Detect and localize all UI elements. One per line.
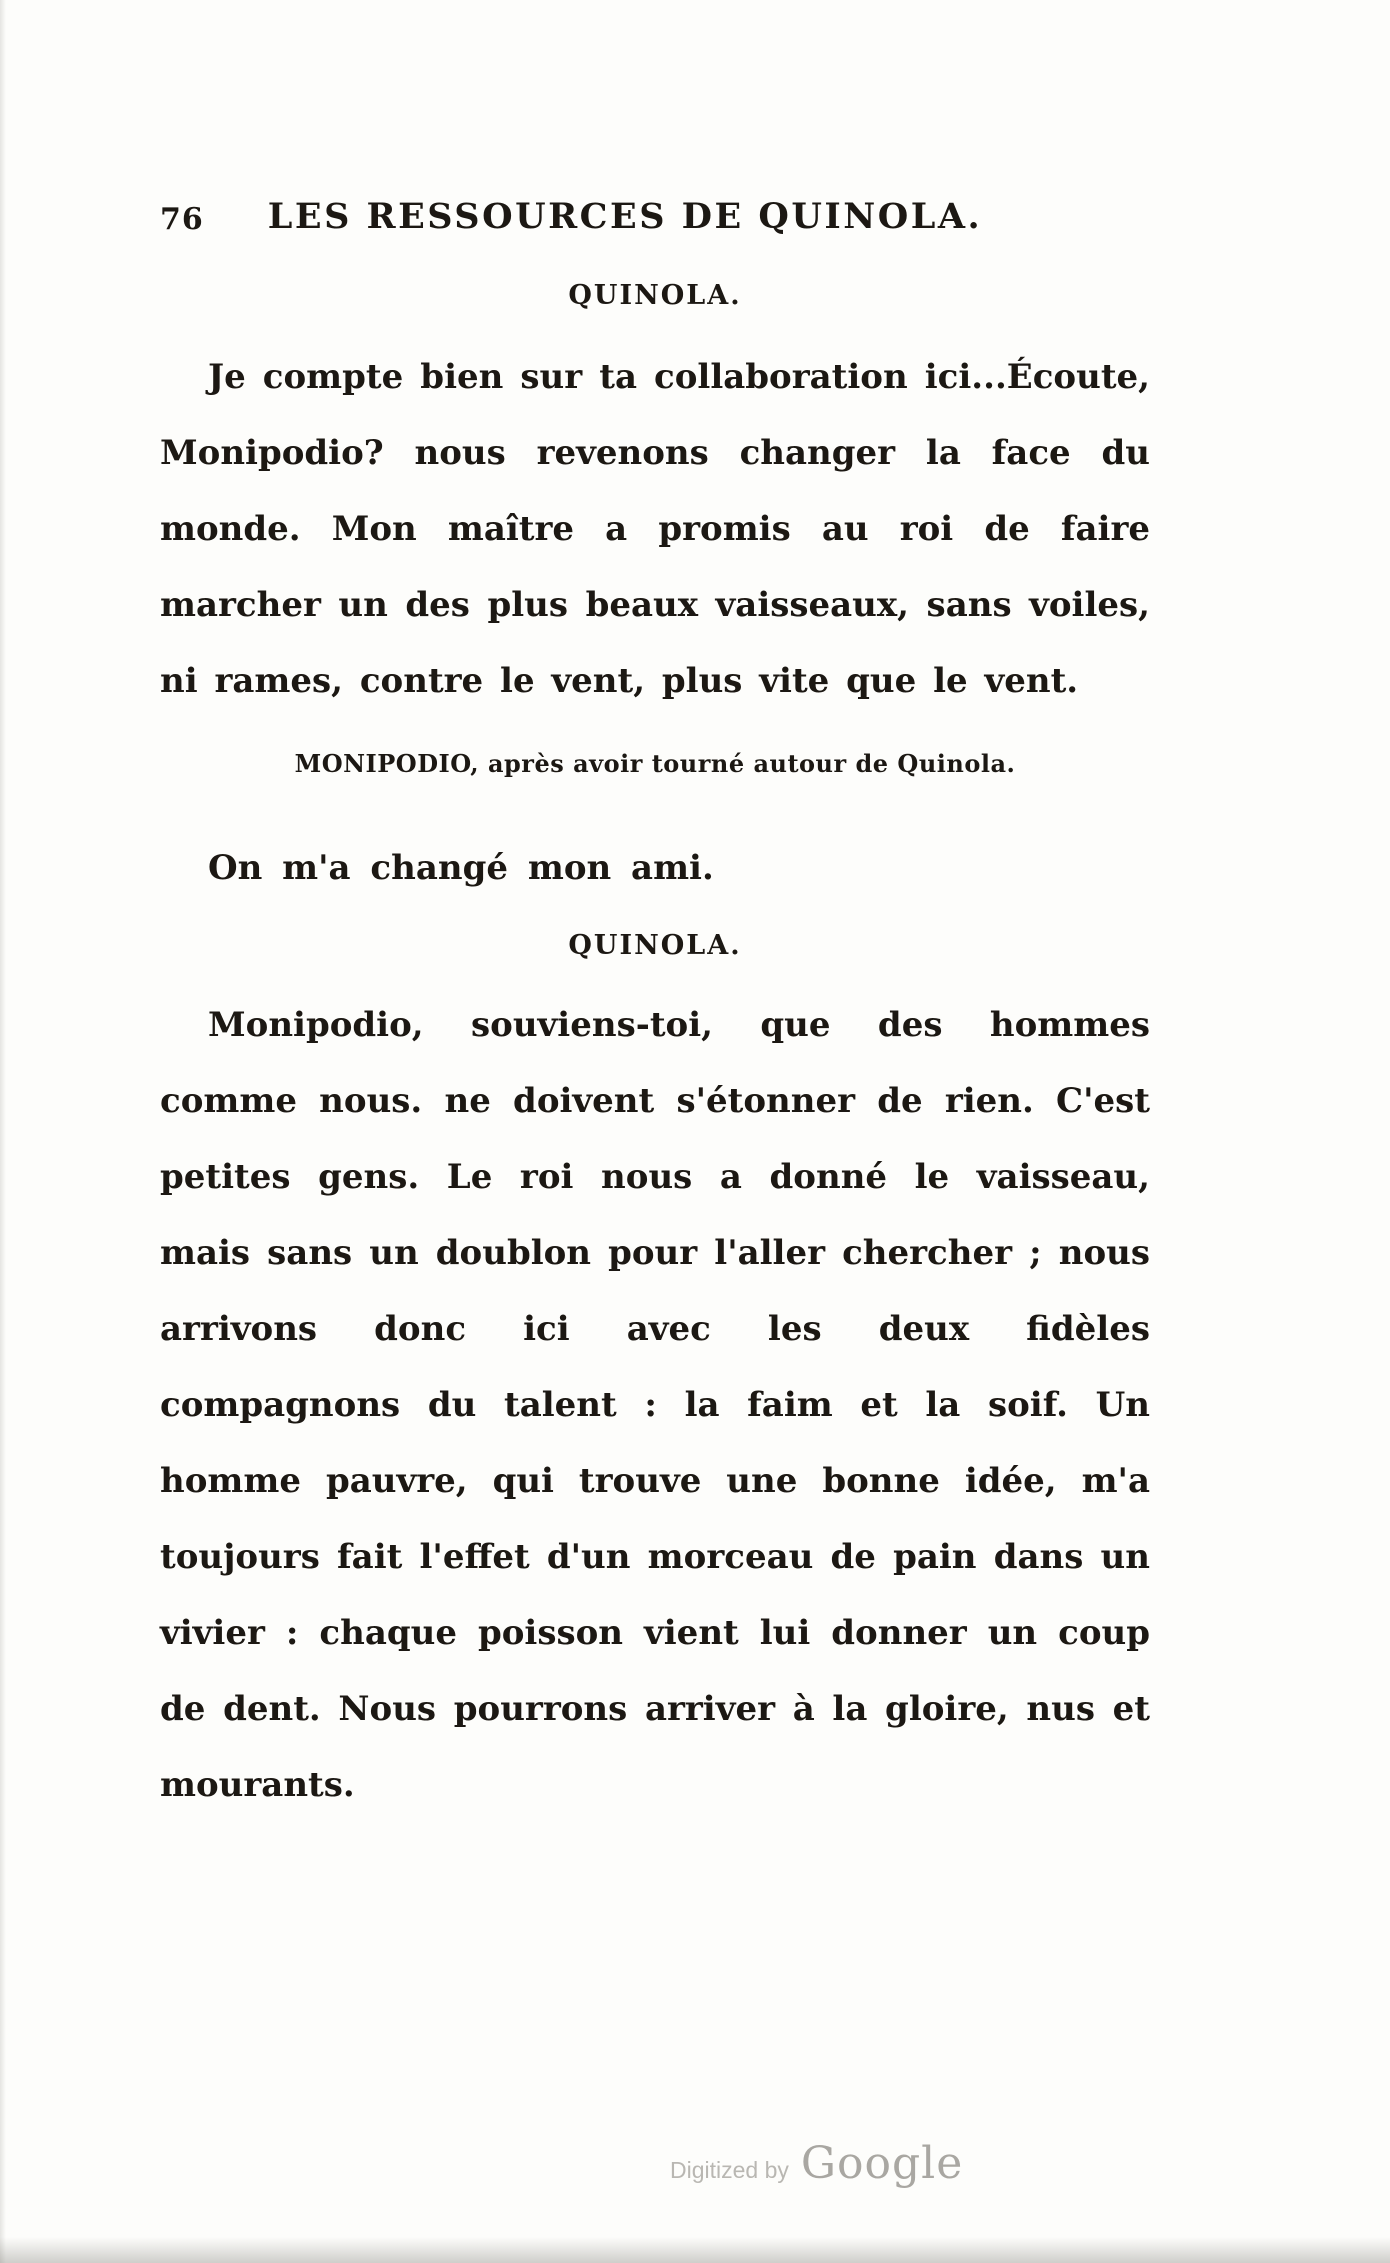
- dialogue-paragraph-quinola-2: Monipodio, souviens-toi, que des hommes comme nous. ne doivent s'étonner de rien. C'est petites gens. Le roi nous a donné le vaisseau, mais sans un doublon pour l'aller chercher ; nous arrivons donc ici avec les deux fidèles compagnons du talent : la faim et la soif. Un homme pauvre, qui trouve une bonne idée, m'a toujours fait l'effet d'un morceau de pain dans un vivier : chaque poisson vient lui donner un coup de dent. Nous pourrons arriver à la gloire, nus et mourants.: [160, 1005, 1150, 1805]
- digitized-by-label: Digitized by: [670, 2157, 789, 2183]
- digitization-footer: [670, 2138, 963, 2189]
- dialogue-line-monipodio: On m'a changé mon ami.: [208, 848, 714, 888]
- speaker-heading-quinola-2: QUINOLA.: [568, 930, 742, 961]
- running-title: LES RESSOURCES DE QUINOLA.: [267, 196, 983, 237]
- speaker-heading-quinola-1: QUINOLA.: [568, 280, 742, 311]
- page-text-block: [160, 280, 1150, 1853]
- page-number: 76: [160, 202, 204, 237]
- scan-edge-left: [0, 0, 6, 2263]
- google-logo: Google: [800, 2138, 964, 2189]
- dialogue-paragraph-quinola-1: Je compte bien sur ta collaboration ici...Écoute, Monipodio? nous revenons changer la face du monde. Mon maître a promis au roi de faire marcher un des plus beaux vaisseaux, sans voiles, ni rames, contre le vent, plus vite que le vent.: [160, 357, 1150, 701]
- page-header: [160, 196, 1150, 256]
- scan-edge-bottom: [0, 2237, 1390, 2263]
- stage-direction-monipodio: MONIPODIO, après avoir tourné autour de Quinola.: [294, 749, 1016, 778]
